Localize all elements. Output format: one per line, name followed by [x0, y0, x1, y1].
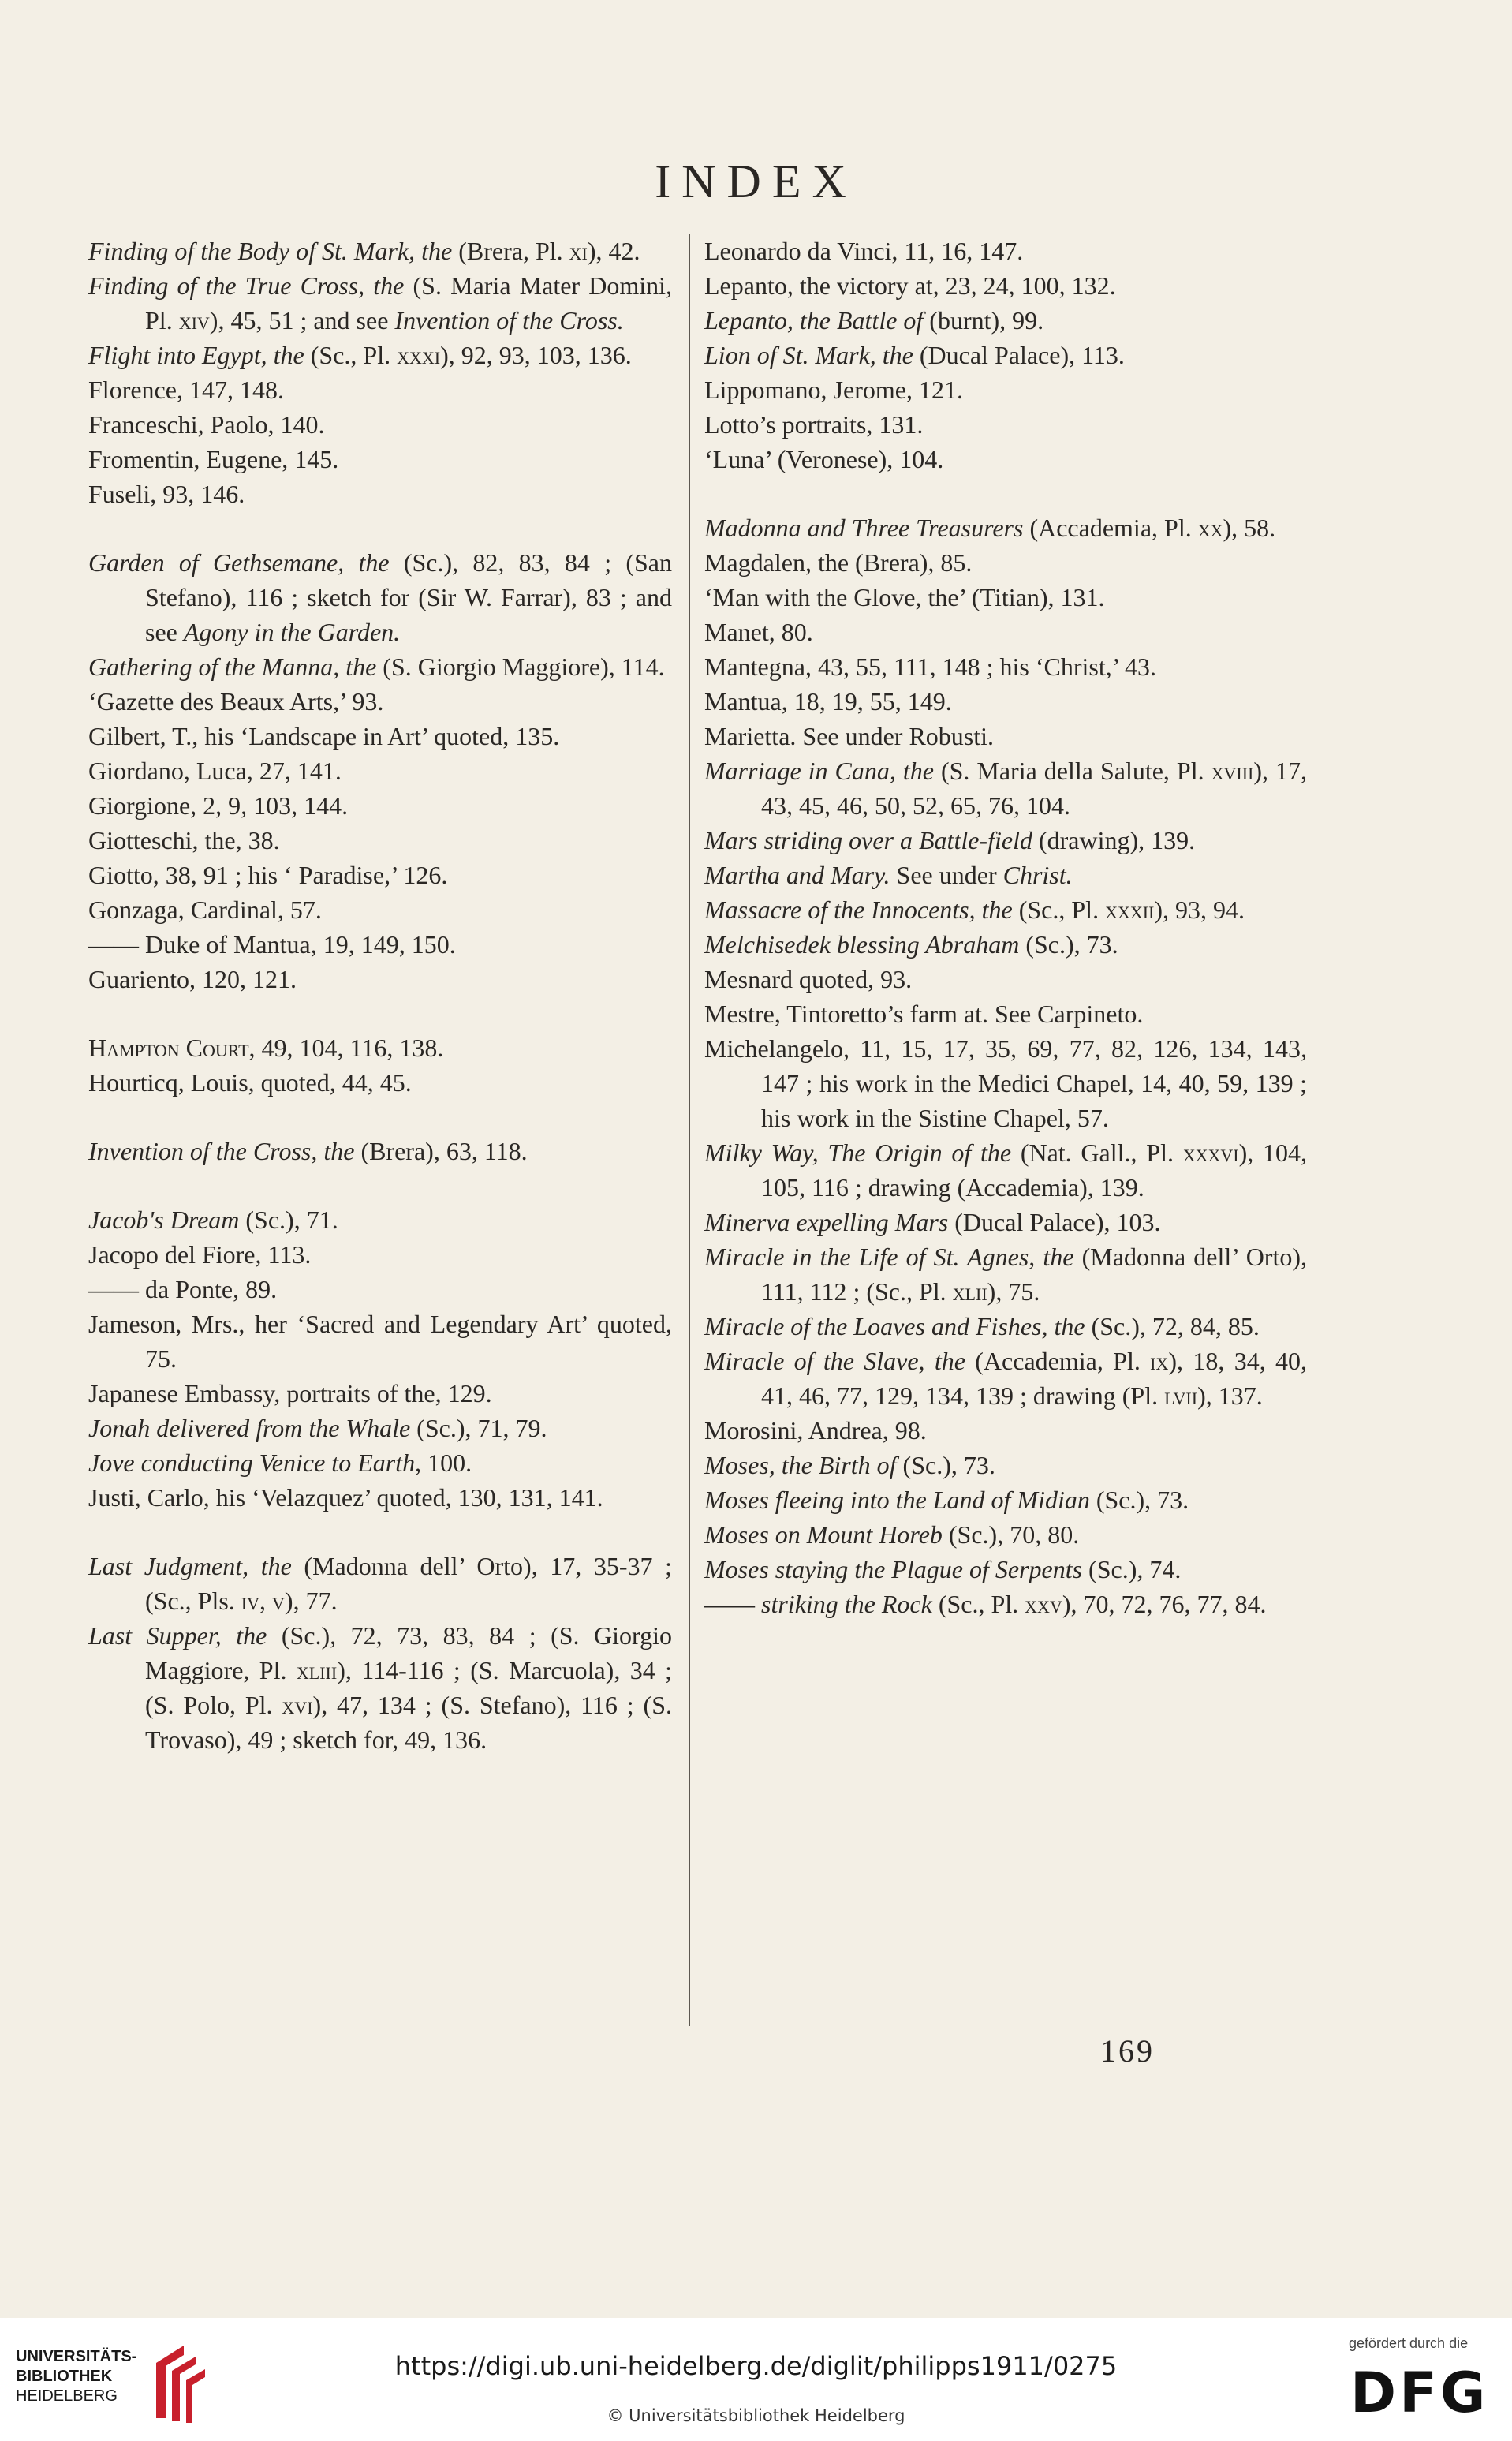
entry-title-italic: Melchisedek blessing Abraham	[704, 930, 1020, 959]
index-entry	[88, 545, 672, 649]
entry-title-italic: Last Supper, the	[88, 1621, 267, 1650]
entry-text: Justi, Carlo, his ‘Velazquez’ quoted, 130, 131, 141.	[88, 1483, 603, 1512]
entry-text: Mantua, 18, 19, 55, 149.	[704, 687, 952, 716]
index-entry	[88, 684, 672, 719]
entry-small-caps: xvi	[282, 1691, 313, 1719]
dfg-logo[interactable]	[1333, 2335, 1499, 2430]
entry-small-caps: xliii	[296, 1656, 338, 1684]
index-entry	[704, 372, 1307, 407]
entry-title-italic: Moses staying the Plague of Serpents	[704, 1555, 1083, 1583]
entry-small-caps: xi	[569, 237, 588, 265]
index-entry	[704, 962, 1307, 996]
index-entry	[88, 962, 672, 996]
entry-text: (Sc., Pl.	[1012, 895, 1106, 924]
entry-text: Leonardo da Vinci, 11, 16, 147.	[704, 237, 1024, 265]
index-entry	[704, 580, 1307, 615]
index-entry	[704, 927, 1307, 962]
entry-text: (Sc.), 72, 84, 85.	[1085, 1312, 1260, 1340]
entry-text: Fromentin, Eugene, 145.	[88, 445, 339, 473]
entry-text: , 100.	[415, 1449, 472, 1477]
entry-text: (Sc.), 71.	[239, 1206, 338, 1234]
index-entry	[704, 1239, 1307, 1309]
entry-text: ), 77.	[284, 1587, 338, 1615]
entry-text: Hourticq, Louis, quoted, 44, 45.	[88, 1068, 412, 1097]
index-entry	[704, 1309, 1307, 1344]
entry-title-italic: Miracle of the Loaves and Fishes, the	[704, 1312, 1085, 1340]
index-entry	[88, 407, 672, 442]
entry-text: Gilbert, T., his ‘Landscape in Art’ quoted, 135.	[88, 722, 560, 750]
index-entry	[88, 268, 672, 338]
entry-small-caps: Hampton Court	[88, 1034, 249, 1062]
index-column-right	[704, 234, 1307, 1621]
entry-text: (Sc., Pl.	[931, 1590, 1025, 1618]
entry-text: Mantegna, 43, 55, 111, 148 ; his ‘Christ,’ 43.	[704, 652, 1156, 681]
index-entry	[88, 1618, 672, 1757]
index-column-left	[88, 234, 672, 1757]
index-entry	[88, 372, 672, 407]
entry-title-italic: Miracle in the Life of St. Agnes, the	[704, 1243, 1074, 1271]
entry-text: , 49, 104, 116, 138.	[248, 1034, 444, 1062]
entry-text: —— da Ponte, 89.	[88, 1275, 278, 1303]
entry-text: Mestre, Tintoretto’s farm at. See Carpineto.	[704, 1000, 1144, 1028]
entry-title-italic: Minerva expelling Mars	[704, 1208, 949, 1236]
entry-text: Gonzaga, Cardinal, 57.	[88, 895, 322, 924]
entry-text: ——	[704, 1590, 761, 1618]
entry-text: ), 17, 43, 45, 46, 50, 52, 65, 76, 104.	[761, 757, 1308, 820]
entry-title-italic: Mars striding over a Battle-field	[704, 826, 1032, 854]
index-entry	[88, 338, 672, 372]
entry-text: ), 93, 94.	[1154, 895, 1245, 924]
index-entry	[88, 1480, 672, 1515]
entry-text: (drawing), 139.	[1032, 826, 1196, 854]
entry-text: Giotteschi, the, 38.	[88, 826, 280, 854]
index-entry	[88, 927, 672, 962]
entry-title-italic: Agony in the Garden.	[183, 618, 401, 646]
entry-text: Giordano, Luca, 27, 141.	[88, 757, 342, 785]
entry-small-caps: v	[272, 1587, 285, 1615]
entry-small-caps: iv	[241, 1587, 260, 1615]
index-entry	[88, 788, 672, 823]
index-entry	[704, 892, 1307, 927]
entry-text: Florence, 147, 148.	[88, 376, 284, 404]
entry-text: ), 47, 134 ; (S. Stefano), 116 ; (S. Trovaso), 49 ; sketch for, 49, 136.	[145, 1691, 673, 1754]
entry-text: ), 58.	[1223, 514, 1276, 542]
index-entry	[88, 234, 672, 268]
entry-small-caps: xxxvi	[1182, 1138, 1239, 1167]
index-entry	[704, 1482, 1307, 1517]
entry-text: (Ducal Palace), 103.	[948, 1208, 1161, 1236]
entry-text: ), 114-116 ; (S. Marcuola), 34 ; (S. Polo, Pl.	[145, 1656, 673, 1719]
entry-text: Mesnard quoted, 93.	[704, 965, 913, 993]
entry-text: ), 75.	[987, 1277, 1040, 1306]
entry-small-caps: xxxii	[1105, 895, 1155, 924]
entry-text: ), 45, 51 ; and see	[209, 306, 395, 335]
entry-text: See under	[890, 861, 1003, 889]
index-entry	[88, 1134, 672, 1168]
entry-small-caps: xiv	[178, 306, 210, 335]
entry-text: Fuseli, 93, 146.	[88, 480, 245, 508]
index-entry	[704, 1517, 1307, 1552]
entry-text: Marietta. See under Robusti.	[704, 722, 995, 750]
entry-text: Jacopo del Fiore, 113.	[88, 1240, 312, 1269]
entry-title-italic: Garden of Gethsemane, the	[88, 548, 390, 577]
entry-title-italic: Gathering of the Manna, the	[88, 652, 377, 681]
entry-text: Guariento, 120, 121.	[88, 965, 297, 993]
index-entry	[704, 1031, 1307, 1135]
index-entry	[704, 1344, 1307, 1413]
index-entry	[88, 1065, 672, 1100]
index-entry	[88, 823, 672, 858]
index-entry	[88, 753, 672, 788]
entry-text: Lotto’s portraits, 131.	[704, 410, 924, 439]
index-entry	[88, 1237, 672, 1272]
entry-text: (Sc.), 71, 79.	[410, 1414, 547, 1442]
column-divider	[689, 234, 690, 2026]
entry-title-italic: striking the Rock	[761, 1590, 932, 1618]
index-entry	[704, 1135, 1307, 1205]
index-entry	[88, 649, 672, 684]
copyright-notice: © Universitätsbibliothek Heidelberg	[607, 2406, 905, 2425]
index-entry	[88, 1202, 672, 1237]
entry-text: Lippomano, Jerome, 121.	[704, 376, 963, 404]
entry-title-italic: Miracle of the Slave, the	[704, 1347, 965, 1375]
section-gap	[88, 996, 672, 1030]
library-name-line-1: UNIVERSITÄTS-	[16, 2348, 137, 2365]
entry-text: (Sc.), 73.	[1019, 930, 1118, 959]
entry-text: (Sc.), 82, 83, 84 ; (San Stefano), 116 ; sketch for (Sir W. Farrar), 83 ; and see	[145, 548, 673, 646]
entry-title-italic: Moses fleeing into the Land of Midian	[704, 1486, 1090, 1514]
entry-small-caps: xviii	[1211, 757, 1254, 785]
entry-text: (Sc.), 73.	[1089, 1486, 1189, 1514]
index-entry	[704, 753, 1307, 823]
index-entry	[704, 234, 1307, 268]
entry-title-italic: Martha and Mary.	[704, 861, 890, 889]
entry-title-italic: Last Judgment, the	[88, 1552, 292, 1580]
index-entry	[704, 442, 1307, 477]
index-entry	[88, 1306, 672, 1376]
entry-text: (Brera, Pl.	[452, 237, 569, 265]
index-entry	[704, 649, 1307, 684]
entry-text: ‘Man with the Glove, the’ (Titian), 131.	[704, 583, 1105, 611]
section-gap	[88, 1515, 672, 1549]
index-entry	[88, 442, 672, 477]
section-gap	[704, 477, 1307, 510]
entry-title-italic: Christ.	[1002, 861, 1073, 889]
page-title: INDEX	[655, 155, 857, 207]
entry-text: (Madonna dell’ Orto), 17, 35-37 ; (Sc., Pls.	[145, 1552, 673, 1615]
index-entry	[88, 1411, 672, 1445]
index-entry	[88, 1549, 672, 1618]
entry-title-italic: Moses, the Birth of	[704, 1451, 897, 1479]
entry-small-caps: xxv	[1025, 1590, 1062, 1618]
entry-text: (S. Maria Mater Domini, Pl.	[145, 271, 673, 335]
entry-text: ), 42.	[587, 237, 640, 265]
permalink-url[interactable]: https://digi.ub.uni-heidelberg.de/diglit/philipps1911/0275	[394, 2351, 1118, 2381]
index-entry	[88, 1030, 672, 1065]
entry-text: (Madonna dell’ Orto), 111, 112 ; (Sc., Pl.	[761, 1243, 1308, 1306]
entry-small-caps: xlii	[952, 1277, 987, 1306]
index-entry	[88, 719, 672, 753]
index-entry	[704, 615, 1307, 649]
index-entry	[88, 477, 672, 511]
index-entry	[704, 1587, 1307, 1621]
index-entry	[88, 858, 672, 892]
entry-text: ,	[259, 1587, 273, 1615]
section-gap	[88, 511, 672, 545]
entry-text: (Brera), 63, 118.	[354, 1137, 528, 1165]
entry-title-italic: Finding of the Body of St. Mark, the	[88, 237, 453, 265]
entry-text: (S. Maria della Salute, Pl.	[933, 757, 1211, 785]
entry-small-caps: xxxi	[397, 341, 441, 369]
index-entry	[704, 684, 1307, 719]
entry-text: Jameson, Mrs., her ‘Sacred and Legendary Art’ quoted, 75.	[88, 1310, 672, 1373]
entry-text: Franceschi, Paolo, 140.	[88, 410, 325, 439]
library-name-line-3: HEIDELBERG	[16, 2387, 118, 2405]
index-entry	[704, 823, 1307, 858]
index-entry	[704, 303, 1307, 338]
index-entry	[88, 1272, 672, 1306]
entry-text: Giotto, 38, 91 ; his ‘ Paradise,’ 126.	[88, 861, 448, 889]
index-entry	[704, 858, 1307, 892]
index-entry	[704, 407, 1307, 442]
entry-small-caps: xx	[1197, 514, 1223, 542]
entry-text: (Nat. Gall., Pl.	[1011, 1138, 1183, 1167]
entry-text: (Accademia, Pl.	[965, 1347, 1151, 1375]
entry-title-italic: Flight into Egypt, the	[88, 341, 304, 369]
entry-text: (Sc.), 70, 80.	[942, 1520, 1080, 1549]
entry-title-italic: Massacre of the Innocents, the	[704, 895, 1013, 924]
entry-text: Giorgione, 2, 9, 103, 144.	[88, 791, 349, 820]
entry-title-italic: Milky Way, The Origin of the	[704, 1138, 1012, 1167]
index-entry	[704, 545, 1307, 580]
entry-text: ‘Luna’ (Veronese), 104.	[704, 445, 944, 473]
index-entry	[88, 1376, 672, 1411]
entry-text: ), 137.	[1197, 1381, 1263, 1410]
entry-title-italic: Jonah delivered from the Whale	[88, 1414, 411, 1442]
entry-title-italic: Marriage in Cana, the	[704, 757, 934, 785]
section-gap	[88, 1168, 672, 1202]
index-entry	[704, 1205, 1307, 1239]
entry-title-italic: Invention of the Cross.	[394, 306, 624, 335]
entry-text: (Sc., Pl.	[304, 341, 398, 369]
entry-title-italic: Lepanto, the Battle of	[704, 306, 924, 335]
dfg-wordmark: DFG	[1350, 2361, 1489, 2425]
entry-title-italic: Jacob's Dream	[88, 1206, 240, 1234]
entry-text: (S. Giorgio Maggiore), 114.	[376, 652, 665, 681]
entry-text: (Ducal Palace), 113.	[913, 341, 1125, 369]
entry-title-italic: Madonna and Three Treasurers	[704, 514, 1024, 542]
section-gap	[88, 1100, 672, 1134]
entry-text: Michelangelo, 11, 15, 17, 35, 69, 77, 82, 126, 134, 143, 147 ; his work in the Medici Chapel, 14, 40, 59, 139 ; his work in the Sistine Chapel, 57.	[704, 1034, 1307, 1132]
index-entry	[88, 1445, 672, 1480]
index-entry	[88, 892, 672, 927]
entry-title-italic: Finding of the True Cross, the	[88, 271, 405, 300]
index-entry	[704, 1448, 1307, 1482]
funding-note: gefördert durch die	[1349, 2335, 1469, 2351]
entry-text: (Sc.), 73.	[896, 1451, 995, 1479]
entry-title-italic: Jove conducting Venice to Earth	[88, 1449, 416, 1477]
entry-text: (Sc.), 72, 73, 83, 84 ; (S. Giorgio Maggiore, Pl.	[145, 1621, 673, 1684]
entry-text: ), 70, 72, 76, 77, 84.	[1062, 1590, 1267, 1618]
index-entry	[704, 1552, 1307, 1587]
entry-text: Magdalen, the (Brera), 85.	[704, 548, 973, 577]
index-entry	[704, 268, 1307, 303]
entry-text: (Sc.), 74.	[1082, 1555, 1182, 1583]
entry-text: —— Duke of Mantua, 19, 149, 150.	[88, 930, 456, 959]
index-entry	[704, 338, 1307, 372]
entry-text: ), 92, 93, 103, 136.	[440, 341, 632, 369]
index-entry	[704, 510, 1307, 545]
library-name-line-2: BIBLIOTHEK	[16, 2368, 113, 2385]
entry-text: Lepanto, the victory at, 23, 24, 100, 132.	[704, 271, 1116, 300]
entry-text: Manet, 80.	[704, 618, 813, 646]
entry-text: (Accademia, Pl.	[1023, 514, 1198, 542]
entry-text: ), 18, 34, 40, 41, 46, 77, 129, 134, 139 ; drawing (Pl.	[761, 1347, 1308, 1410]
entry-small-caps: ix	[1150, 1347, 1169, 1375]
page-number: 169	[1100, 2033, 1155, 2069]
entry-text: ‘Gazette des Beaux Arts,’ 93.	[88, 687, 384, 716]
entry-small-caps: lvii	[1164, 1381, 1198, 1410]
index-entry	[704, 996, 1307, 1031]
index-entry	[704, 719, 1307, 753]
entry-title-italic: Lion of St. Mark, the	[704, 341, 913, 369]
index-entry	[704, 1413, 1307, 1448]
entry-text: ), 104, 105, 116 ; drawing (Accademia), 139.	[761, 1138, 1308, 1202]
entry-text: Morosini, Andrea, 98.	[704, 1416, 927, 1445]
entry-text: Japanese Embassy, portraits of the, 129.	[88, 1379, 492, 1407]
entry-text: (burnt), 99.	[923, 306, 1044, 335]
entry-title-italic: Invention of the Cross, the	[88, 1137, 355, 1165]
entry-title-italic: Moses on Mount Horeb	[704, 1520, 943, 1549]
